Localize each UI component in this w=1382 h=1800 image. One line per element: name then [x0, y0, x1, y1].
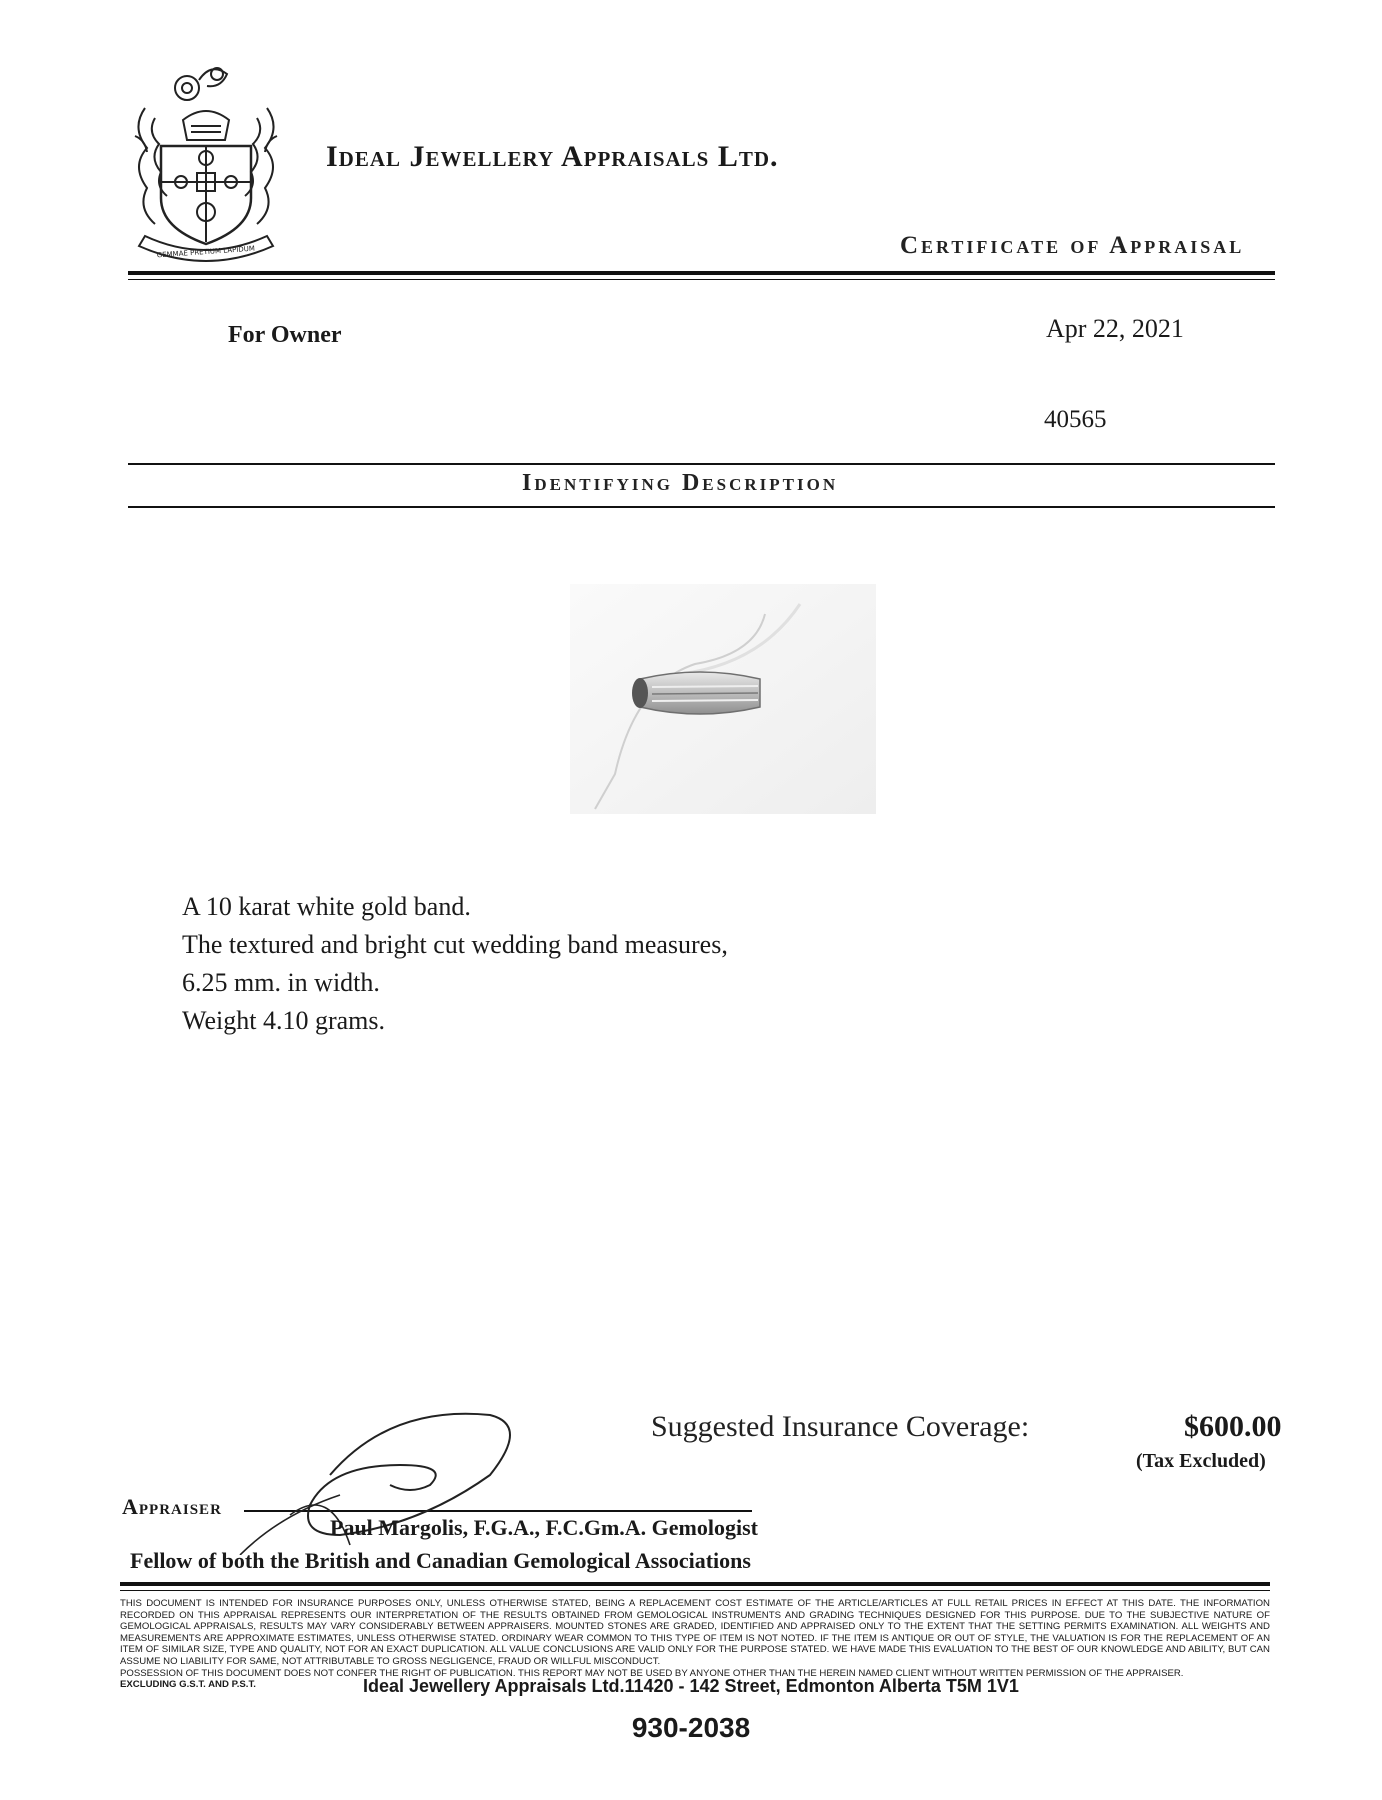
description-line: A 10 karat white gold band. [182, 892, 471, 921]
legal-rule-thick [120, 1582, 1270, 1586]
appraiser-credentials: Fellow of both the British and Canadian Gemological Associations [130, 1548, 751, 1573]
appraiser-name: Paul Margolis, F.G.A., F.C.Gm.A. Gemologist [330, 1515, 758, 1540]
footer-phone: 930-2038 [631, 1712, 751, 1743]
disclaimer-text-2: POSSESSION OF THIS DOCUMENT DOES NOT CONFER THE RIGHT OF PUBLICATION. THIS REPORT MAY NOT BE USED BY ANYONE OTHER THAN THE HEREIN NAMED CLIENT WITHOUT WRITTEN PERMISSION OF THE APPRAISER. [120, 1667, 1184, 1679]
insurance-value: $600.00 [1184, 1410, 1282, 1443]
tax-note: (Tax Excluded) [1136, 1450, 1266, 1472]
insurance-label: Suggested Insurance Coverage: [651, 1410, 1030, 1443]
description-line: The textured and bright cut wedding band measures, [182, 930, 728, 959]
header-rule-thick [128, 271, 1275, 275]
ring-photo [570, 584, 876, 814]
description-line: Weight 4.10 grams. [182, 1006, 385, 1035]
appraisal-date: Apr 22, 2021 [1046, 314, 1184, 343]
footer-address: Ideal Jewellery Appraisals Ltd.11420 - 142 Street, Edmonton Alberta T5M 1V1 [363, 1676, 1019, 1696]
section-title: Identifying Description [522, 470, 839, 496]
svg-text:GEMMAE PRETIUM LAPIDUM: GEMMAE PRETIUM LAPIDUM [156, 244, 256, 260]
certificate-number: 40565 [1044, 406, 1107, 433]
company-name: Ideal Jewellery Appraisals Ltd. [326, 140, 779, 173]
item-description [182, 888, 728, 1040]
section-rule-bottom [128, 506, 1275, 508]
disclaimer-text: THIS DOCUMENT IS INTENDED FOR INSURANCE PURPOSES ONLY, UNLESS OTHERWISE STATED, BEING A REPLACEMENT COST ESTIMATE OF THE ARTICLE/ARTICLES AT FULL RETAIL PRICES IN EFFECT AT THIS DATE. THE INFORMATION RECORDED ON THIS APPRAISAL REPRESENTS OUR INTERPRETATION OF THE RESULTS OBTAINED FROM GEMOLOGICAL INSTRUMENTS AND GRADING TECHNIQUES DESIGNED FOR THIS PURPOSE. DUE TO THE SUBJECTIVE NATURE OF GEMOLOGICAL APPRAISALS, RESULTS MAY VARY CONSIDERABLY BETWEEN APPRAISERS. MOUNTED STONES ARE GRADED, IDENTIFIED AND APPRAISED ONLY TO THE EXTENT THAT THE SETTING PERMITS EXAMINATION. ALL WEIGHTS AND MEASUREMENTS ARE APPROXIMATE ESTIMATES, UNLESS OTHERWISE STATED. ORDINARY WEAR COMMON TO THIS TYPE OF ITEM IS NOT NOTED. IF THE ITEM IS ANTIQUE OR OUT OF STYLE, THE VALUATION IS FOR THE REPLACEMENT OF AN ITEM OF SIMILAR SIZE, TYPE AND QUALITY, NOT FOR AN EXACT DUPLICATION. ALL VALUE CONCLUSIONS ARE VALID ONLY FOR THE PURPOSE STATED. WE HAVE MADE THIS EVALUATION TO THE BEST OF OUR KNOWLEDGE AND ABILITY, BUT CAN ASSUME NO LIABILITY FOR SAME, NOT ATTRIBUTABLE TO GROSS NEGLIGENCE, FRAUD OR WILLFUL MISCONDUCT. [120, 1598, 1270, 1667]
owner-label: For Owner [228, 322, 342, 348]
document-type: Certificate of Appraisal [900, 232, 1245, 259]
header-rule-thin [128, 279, 1275, 280]
appraiser-label: Appraiser [122, 1494, 222, 1519]
coat-of-arms-logo [125, 58, 287, 263]
section-rule-top [128, 463, 1275, 465]
legal-rule-thin [120, 1590, 1270, 1591]
tax-exclusion-note: EXCLUDING G.S.T. AND P.S.T. [120, 1679, 256, 1691]
description-line: 6.25 mm. in width. [182, 968, 380, 997]
